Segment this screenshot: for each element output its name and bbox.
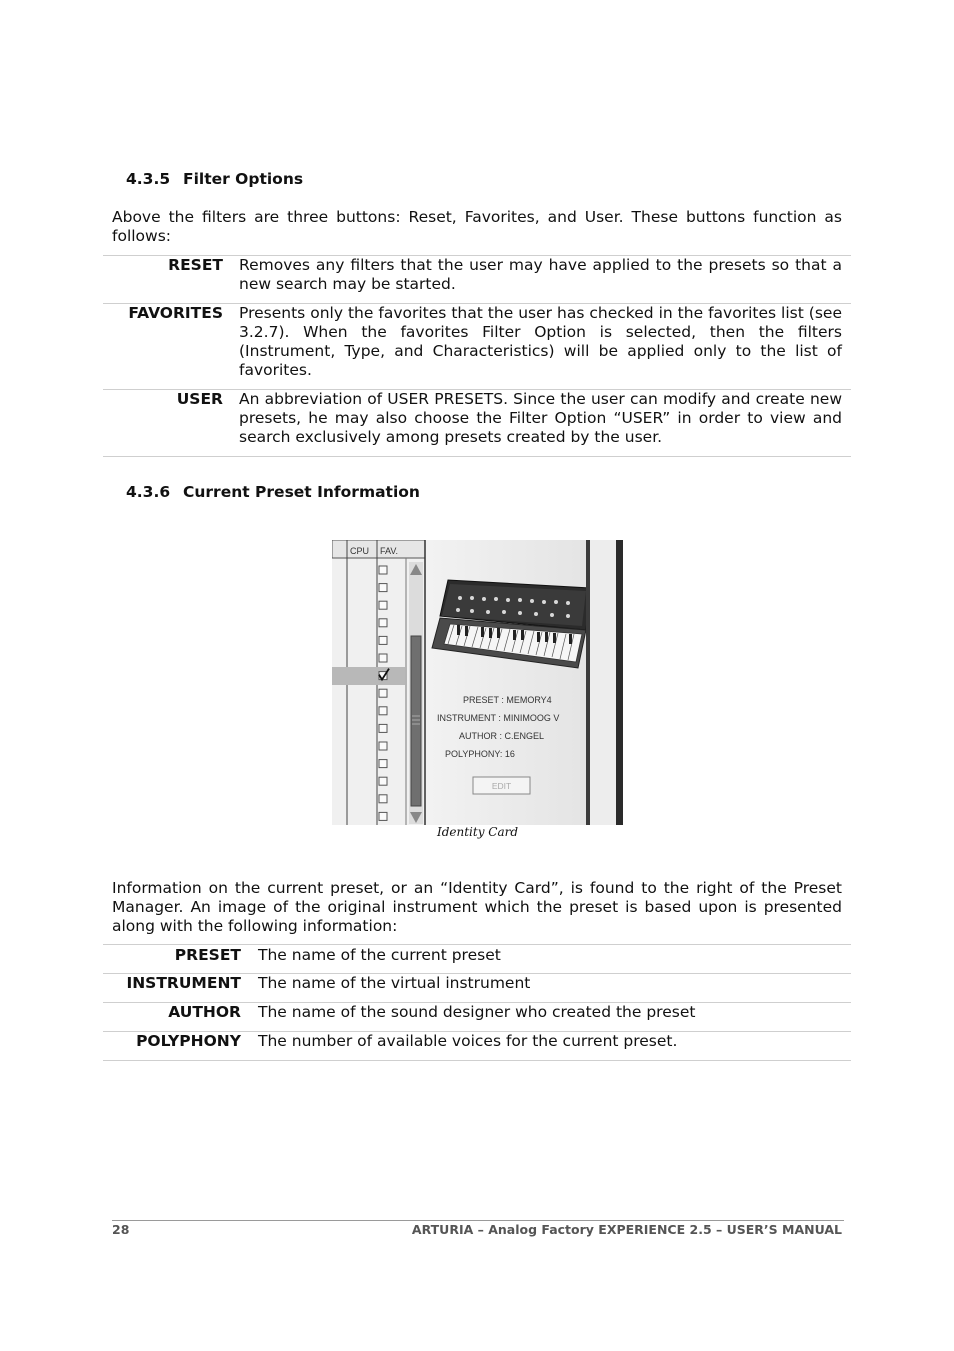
identity-card-fields-table [103,944,851,1061]
section-heading-current-preset-info [126,483,420,501]
scrollbar-thumb[interactable] [411,636,421,806]
favorite-checkbox[interactable] [379,707,387,715]
definition-term: FAVORITES [103,304,223,390]
favorite-checkbox[interactable] [379,636,387,644]
section-title: Current Preset Information [183,483,420,501]
filter-options-intro: Above the filters are three buttons: Reset, Favorites, and User. These buttons function as follows: [112,208,842,245]
favorite-checkbox[interactable] [379,812,387,820]
edit-button[interactable] [473,777,530,794]
section-title: Filter Options [183,170,304,188]
identity-card-figure [332,540,623,825]
cpu-column-header: CPU [350,546,370,556]
card-instrument-line: INSTRUMENT : MINIMOOG V [437,713,560,723]
definition-term: INSTRUMENT [103,974,241,1003]
filter-options-table [103,255,851,457]
card-author-line: AUTHOR : C.ENGEL [459,731,545,741]
definition-term: POLYPHONY [103,1032,241,1061]
definition-desc: The name of the sound designer who created the preset [241,1003,851,1032]
definition-row [103,1032,851,1061]
definition-desc: The number of available voices for the current preset. [241,1032,851,1061]
definition-desc: Removes any filters that the user may have applied to the presets so that a new search may be started. [223,256,851,304]
definition-desc: Presents only the favorites that the user has checked in the favorites list (see 3.2.7). When the favorites Filter Option is selected, then the filters (Instrument, Type, and Characteristics) will be applied only to the list of favorites. [223,304,851,390]
favorite-checkbox[interactable] [379,742,387,750]
section-heading-filter-options [126,170,303,188]
favorite-checkbox[interactable] [379,584,387,592]
favorite-checkbox[interactable] [379,601,387,609]
identity-card-intro: Information on the current preset, or an “Identity Card”, is found to the right of the Preset Manager. An image of the original instrument which the preset is based upon is presented along with the following information: [112,879,842,935]
fav-column-header: FAV. [380,546,399,556]
definition-term: RESET [103,256,223,304]
card-preset-line: PRESET : MEMORY4 [463,695,552,705]
favorite-checkbox[interactable] [379,689,387,697]
card-polyphony-line: POLYPHONY: 16 [445,749,515,759]
section-number: 4.3.5 [126,170,171,188]
definition-row [103,945,851,974]
edit-button-label: EDIT [491,781,512,791]
definition-term: USER [103,390,223,457]
favorite-checkbox[interactable] [379,760,387,768]
definition-desc: An abbreviation of USER PRESETS. Since the user can modify and create new presets, he may also choose the Filter Option “USER” in order to view and search exclusively among presets created by the user. [223,390,851,457]
section-number: 4.3.6 [126,483,171,501]
footer-title: ARTURIA – Analog Factory EXPERIENCE 2.5 – USER’S MANUAL [411,1222,842,1237]
page-number: 28 [112,1222,130,1237]
definition-term: AUTHOR [103,1003,241,1032]
definition-row [103,974,851,1003]
favorite-checkbox[interactable] [379,777,387,785]
definition-row [103,304,851,390]
favorite-checkbox[interactable] [379,654,387,662]
figure-caption: Identity Card [436,825,519,839]
definition-desc: The name of the virtual instrument [241,974,851,1003]
footer-rule [112,1220,844,1221]
favorite-checkbox[interactable] [379,619,387,627]
definition-term: PRESET [103,945,241,974]
definition-desc: The name of the current preset [241,945,851,974]
definition-row [103,1003,851,1032]
favorite-checkbox[interactable] [379,566,387,574]
identity-card-screenshot [332,540,623,825]
definition-row [103,390,851,457]
definition-row [103,256,851,304]
favorites-checkbox-column[interactable] [379,566,389,820]
selected-preset-row[interactable] [332,667,405,685]
favorite-checkbox[interactable] [379,795,387,803]
favorite-checkbox[interactable] [379,724,387,732]
